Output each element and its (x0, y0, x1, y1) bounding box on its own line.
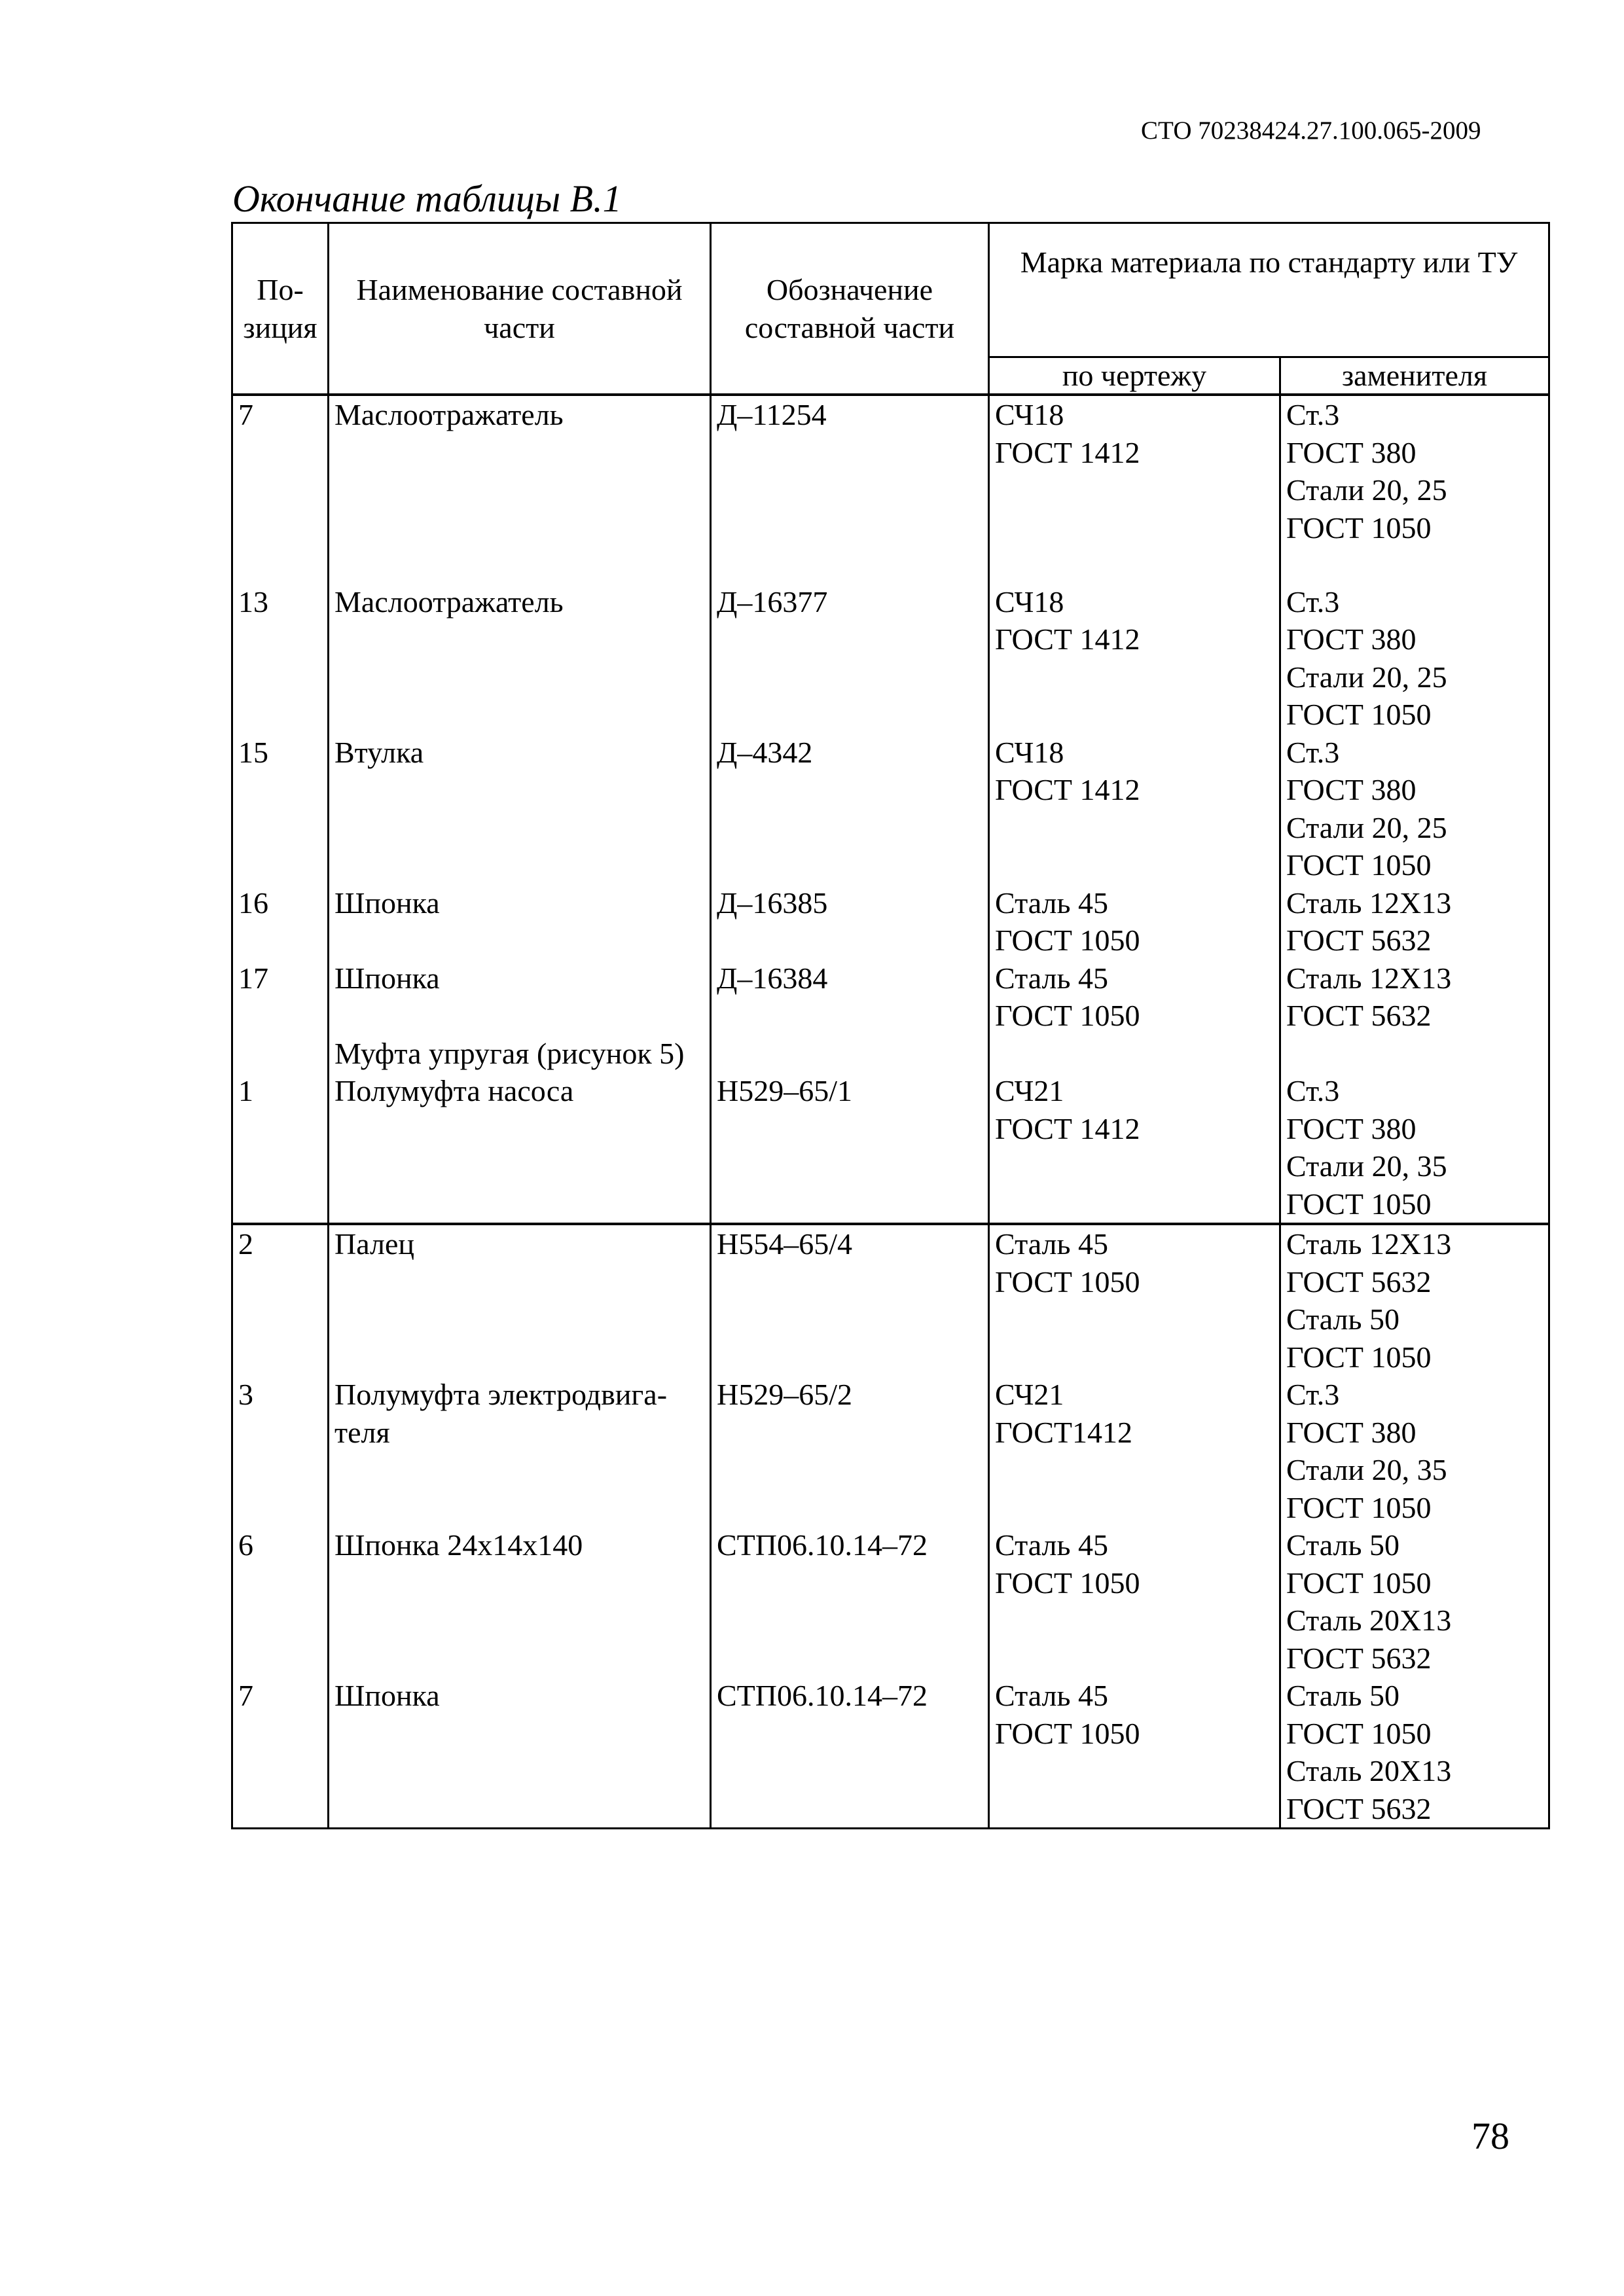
cell-by-drawing (989, 1526, 1280, 1677)
cell-material-line: ГОСТ 380 (1286, 1111, 1416, 1145)
cell-material-line: Сталь 45 (995, 1679, 1108, 1712)
page-number: 78 (1471, 2115, 1509, 2157)
cell-material-line: ГОСТ 1050 (995, 1265, 1140, 1299)
cell-name (329, 884, 711, 960)
cell-material-line: ГОСТ 1050 (995, 1566, 1140, 1600)
cell-material-line: Сталь 20Х13 (1286, 1604, 1452, 1637)
cell-position: 15 (232, 734, 329, 884)
cell-by-drawing (989, 1376, 1280, 1526)
cell-material-line: Ст.3 (1286, 1074, 1340, 1107)
cell-material-line: Сталь 45 (995, 1528, 1108, 1562)
cell-by-drawing (989, 884, 1280, 960)
cell-material-line: Стали 20, 25 (1286, 473, 1447, 507)
table-row (232, 884, 1549, 960)
cell-position: 7 (232, 395, 329, 583)
cell-designation: Д–11254 (711, 395, 989, 583)
cell-name (329, 1376, 711, 1526)
cell-by-drawing (989, 960, 1280, 1035)
cell-designation: Н554–65/4 (711, 1224, 989, 1376)
header-name: Наименование составной части (329, 223, 711, 395)
cell-position: 16 (232, 884, 329, 960)
cell-material-line: ГОСТ 1050 (1286, 511, 1432, 545)
table-row (232, 960, 1549, 1035)
cell-substitute (1280, 1224, 1549, 1376)
cell-name (329, 960, 711, 1035)
cell-position: 13 (232, 583, 329, 734)
cell-name-line: Маслоотражатель (334, 584, 564, 619)
table-body (232, 395, 1549, 1829)
cell-position: 6 (232, 1526, 329, 1677)
cell-substitute (1280, 1072, 1549, 1224)
cell-designation: СТП06.10.14–72 (711, 1526, 989, 1677)
cell-material-line: СЧ18 (995, 584, 1064, 619)
cell-material-line: Сталь 50 (1286, 1528, 1399, 1562)
cell-name (329, 1072, 711, 1224)
cell-name-line: Полумуфта электродвига- (334, 1378, 668, 1411)
cell-material-line: СЧ18 (995, 398, 1064, 431)
cell-material-line: Сталь 12Х13 (1286, 886, 1452, 920)
cell-by-drawing (989, 1072, 1280, 1224)
cell-material-line: Сталь 12Х13 (1286, 1227, 1452, 1261)
cell-name (329, 1677, 711, 1829)
cell-material-line: ГОСТ 1050 (1286, 1716, 1432, 1750)
cell-material-line: Ст.3 (1286, 1378, 1340, 1411)
cell-material-line: ГОСТ 1412 (995, 435, 1140, 469)
cell-designation: Н529–65/1 (711, 1072, 989, 1224)
table-row (232, 1677, 1549, 1829)
header-substitute: заменителя (1280, 357, 1549, 395)
cell-name-line: Маслоотражатель (334, 398, 564, 431)
cell-material-line: Ст.3 (1286, 398, 1340, 431)
cell-substitute (1280, 1677, 1549, 1829)
cell-substitute (1280, 1526, 1549, 1677)
cell-material-line: ГОСТ 380 (1286, 773, 1416, 806)
header-by-drawing: по чертежу (989, 357, 1280, 395)
cell-material-line: ГОСТ 380 (1286, 622, 1416, 656)
cell-by-drawing (989, 1224, 1280, 1376)
cell-material-line: СЧ21 (995, 1074, 1064, 1107)
cell-substitute (1280, 884, 1549, 960)
cell-position: 3 (232, 1376, 329, 1526)
cell-by-drawing (989, 734, 1280, 884)
cell-material-line: ГОСТ 380 (1286, 435, 1416, 469)
cell-name-line: Шпонка (334, 1679, 440, 1712)
cell-material-line: ГОСТ 1050 (1286, 1340, 1432, 1374)
cell-material-line: ГОСТ 1412 (995, 1111, 1140, 1145)
cell-name-line: Втулка (334, 735, 424, 769)
cell-designation: Д–4342 (711, 734, 989, 884)
cell-material-line: Стали 20, 25 (1286, 660, 1447, 694)
cell-material-line: ГОСТ1412 (995, 1415, 1133, 1449)
table-row (232, 395, 1549, 583)
cell-name-line: Муфта упругая (рисунок 5) (334, 1036, 685, 1070)
cell-substitute (1280, 960, 1549, 1035)
cell-by-drawing (989, 1677, 1280, 1829)
cell-substitute (1280, 734, 1549, 884)
cell-name (329, 1526, 711, 1677)
cell-name-line: Шпонка 24х14х140 (334, 1528, 583, 1562)
cell-material-line: Сталь 20Х13 (1286, 1754, 1452, 1787)
cell-name (329, 1224, 711, 1376)
cell-name-line: Шпонка (334, 961, 440, 995)
cell-material-line: Стали 20, 25 (1286, 810, 1447, 844)
header-position-line2: зиция (243, 310, 317, 344)
table-caption: Окончание таблицы В.1 (232, 177, 622, 220)
cell-name (329, 395, 711, 583)
cell-designation: Д–16384 (711, 960, 989, 1035)
cell-material-line: Стали 20, 35 (1286, 1453, 1447, 1486)
table-row (232, 1072, 1549, 1224)
table-row (232, 583, 1549, 734)
cell-substitute (1280, 395, 1549, 583)
cell-material-line: Сталь 45 (995, 886, 1108, 920)
cell-designation: Д–16385 (711, 884, 989, 960)
cell-name-line: теля (334, 1415, 390, 1449)
cell-material-line: ГОСТ 5632 (1286, 999, 1432, 1032)
cell-material-line: ГОСТ 380 (1286, 1415, 1416, 1449)
cell-name (329, 734, 711, 884)
header-designation: Обозначение составной части (711, 223, 989, 395)
cell-material-line: ГОСТ 1050 (995, 999, 1140, 1032)
cell-name (329, 1035, 711, 1073)
header-position (232, 223, 329, 395)
cell-material-line: ГОСТ 5632 (1286, 1265, 1432, 1299)
cell-substitute (1280, 583, 1549, 734)
cell-material-line: ГОСТ 5632 (1286, 924, 1432, 957)
cell-position: 2 (232, 1224, 329, 1376)
table-row (232, 1526, 1549, 1677)
cell-material-line: ГОСТ 1050 (1286, 1490, 1432, 1524)
cell-substitute (1280, 1376, 1549, 1526)
cell-material-line: Стали 20, 35 (1286, 1149, 1447, 1183)
cell-material-line: ГОСТ 1050 (1286, 1566, 1432, 1600)
cell-material-line: СЧ18 (995, 735, 1064, 769)
cell-material-line: ГОСТ 1050 (1286, 1187, 1432, 1221)
cell-position: 1 (232, 1072, 329, 1224)
cell-material-line: ГОСТ 1412 (995, 622, 1140, 656)
document-code: СТО 70238424.27.100.065-2009 (1141, 117, 1481, 145)
cell-name (329, 583, 711, 734)
cell-material-line: Сталь 45 (995, 1227, 1108, 1261)
cell-material-line: Сталь 12Х13 (1286, 961, 1452, 995)
header-material-group: Марка материала по стандарту или ТУ (989, 223, 1549, 357)
cell-material-line: ГОСТ 5632 (1286, 1791, 1432, 1825)
cell-material-line: СЧ21 (995, 1378, 1064, 1411)
table-row (232, 1224, 1549, 1376)
cell-position: 17 (232, 960, 329, 1035)
table-row (232, 1376, 1549, 1526)
cell-designation: Д–16377 (711, 583, 989, 734)
cell-material-line: Сталь 45 (995, 961, 1108, 995)
materials-table (231, 222, 1550, 1829)
cell-material-line: ГОСТ 1050 (1286, 698, 1432, 731)
cell-designation (711, 1035, 989, 1073)
cell-material-line: ГОСТ 1412 (995, 773, 1140, 806)
cell-material-line: Ст.3 (1286, 735, 1340, 769)
table-row (232, 1035, 1549, 1073)
cell-material-line: Сталь 50 (1286, 1302, 1399, 1336)
cell-by-drawing (989, 395, 1280, 583)
cell-material-line: ГОСТ 1050 (995, 1716, 1140, 1750)
cell-material-line: ГОСТ 5632 (1286, 1641, 1432, 1675)
header-position-line1: По- (257, 273, 304, 306)
cell-position (232, 1035, 329, 1073)
cell-material-line: ГОСТ 1050 (995, 924, 1140, 957)
cell-name-line: Шпонка (334, 886, 440, 920)
table-row (232, 734, 1549, 884)
cell-position: 7 (232, 1677, 329, 1829)
cell-substitute (1280, 1035, 1549, 1073)
cell-by-drawing (989, 1035, 1280, 1073)
cell-by-drawing (989, 583, 1280, 734)
cell-designation: Н529–65/2 (711, 1376, 989, 1526)
cell-material-line: Ст.3 (1286, 584, 1340, 619)
cell-material-line: Сталь 50 (1286, 1679, 1399, 1712)
cell-designation: СТП06.10.14–72 (711, 1677, 989, 1829)
cell-material-line: ГОСТ 1050 (1286, 848, 1432, 882)
cell-name-line: Палец (334, 1227, 415, 1261)
cell-name-line: Полумуфта насоса (334, 1074, 574, 1107)
